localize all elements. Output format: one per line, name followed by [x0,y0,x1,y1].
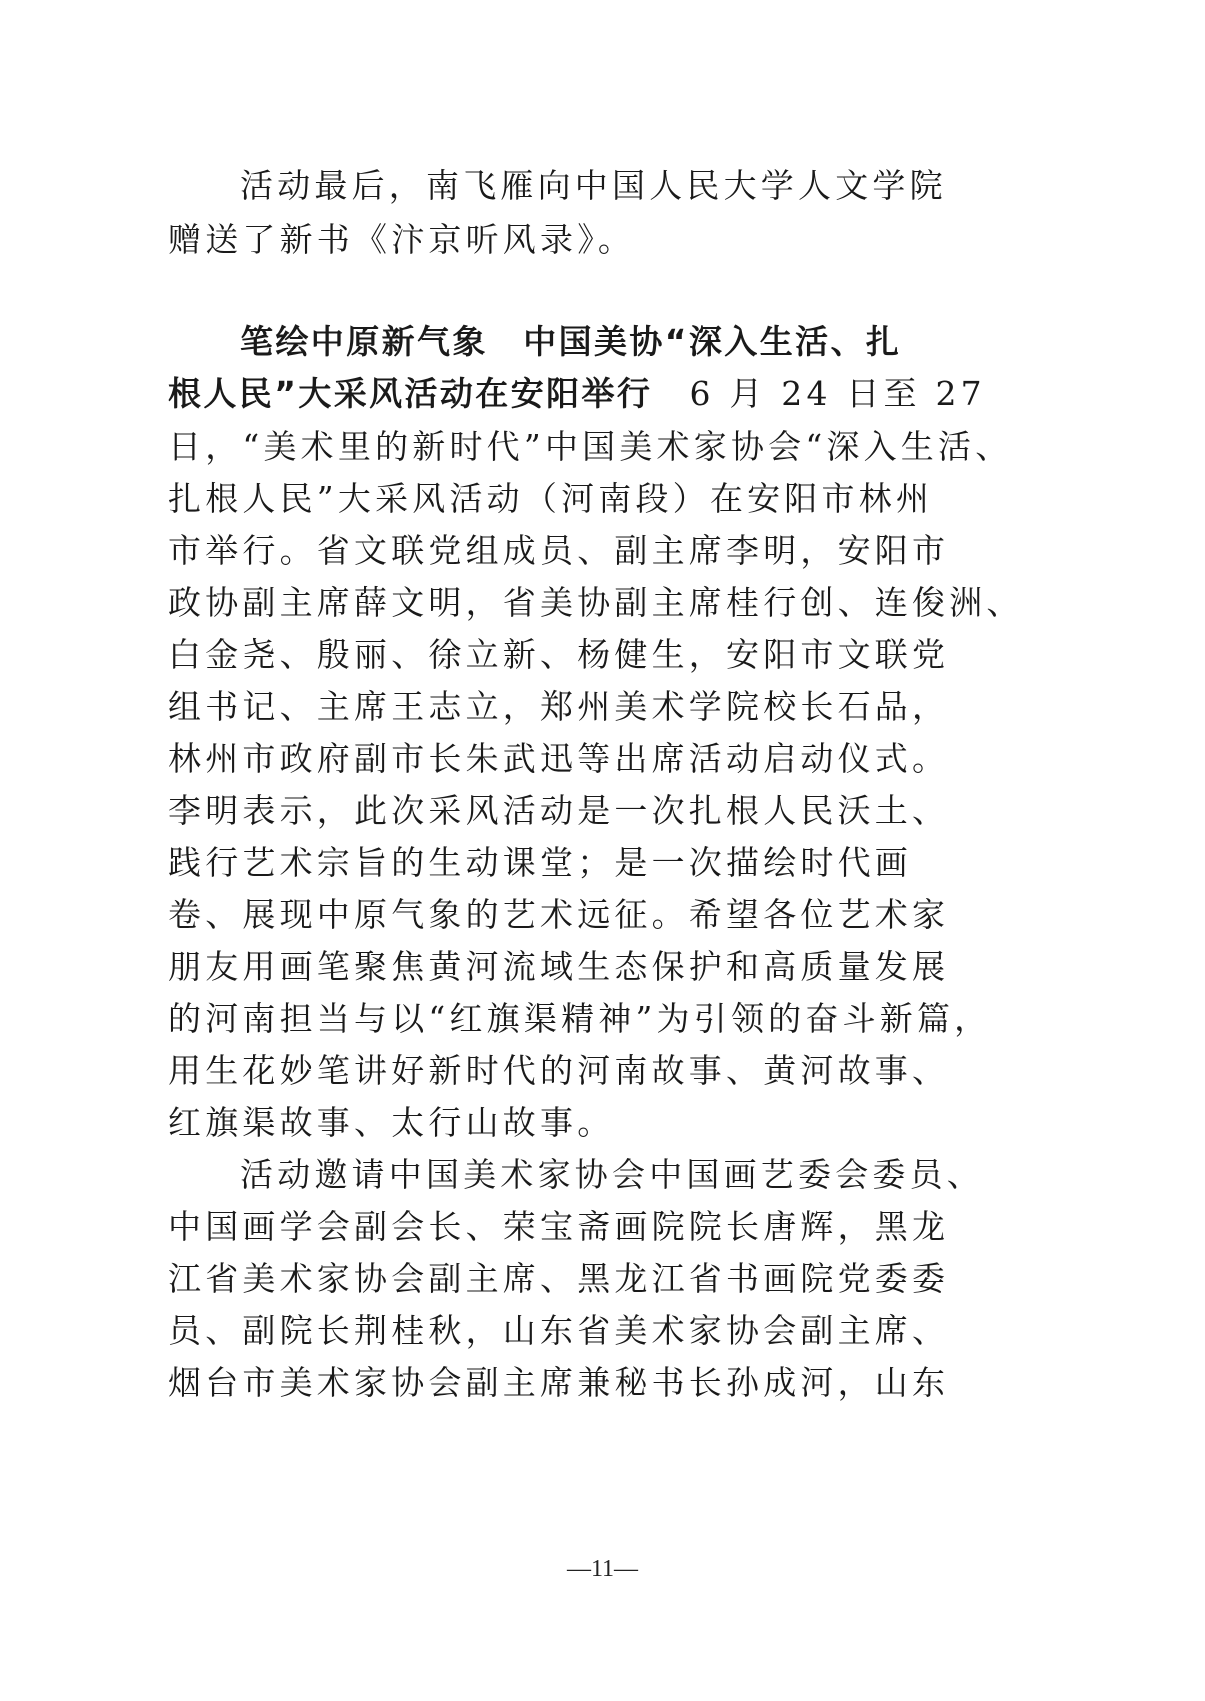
body-line: 红旗渠故事、太行山故事。 [168,1103,615,1142]
body-line: 组书记、主席王志立，郑州美术学院校长石品， [168,687,950,726]
body-line: 用生花妙笔讲好新时代的河南故事、黄河故事、 [168,1051,950,1090]
paragraph-1-line-1: 活动最后，南飞雁向中国人民大学人文学院 [240,166,947,205]
body-line: 扎根人民”大采风活动（河南段）在安阳市林州 [168,479,934,518]
section-title-line-2 [168,368,986,420]
body-line: 践行艺术宗旨的生动课堂；是一次描绘时代画 [168,843,912,882]
body-line: 白金尧、殷丽、徐立新、杨健生，安阳市文联党 [168,635,950,674]
body-line: 日，“美术里的新时代”中国美术家协会“深入生活、 [168,427,1013,466]
section-date-text: 6 月 24 日至 27 [652,374,986,413]
body-line: 市举行。省文联党组成员、副主席李明，安阳市 [168,531,950,570]
paragraph-3-line: 烟台市美术家协会副主席兼秘书长孙成河，山东 [168,1363,950,1402]
paragraph-3-line: 活动邀请中国美术家协会中国画艺委会委员、 [240,1155,984,1194]
body-line: 李明表示，此次采风活动是一次扎根人民沃土、 [168,791,950,830]
section-title-text: 根人民”大采风活动在安阳举行 [168,374,653,413]
body-line: 朋友用画笔聚焦黄河流域生态保护和高质量发展 [168,947,950,986]
paragraph-1-line-2: 赠送了新书《汴京听风录》。 [168,220,636,259]
body-line: 政协副主席薛文明，省美协副主席桂行创、连俊洲、 [168,583,1024,622]
paragraph-3-line: 员、副院长荆桂秋，山东省美术家协会副主席、 [168,1311,950,1350]
body-line: 的河南担当与以“红旗渠精神”为引领的奋斗新篇， [168,999,992,1038]
page-number: —11— [566,1556,639,1582]
section-title-line-1: 笔绘中原新气象 中国美协“深入生活、扎 [240,322,902,361]
paragraph-3-line: 江省美术家协会副主席、黑龙江省书画院党委委 [168,1259,950,1298]
body-line: 林州市政府副市长朱武迅等出席活动启动仪式。 [168,739,950,778]
paragraph-3-line: 中国画学会副会长、荣宝斋画院院长唐辉，黑龙 [168,1207,950,1246]
body-line: 卷、展现中原气象的艺术远征。希望各位艺术家 [168,895,950,934]
